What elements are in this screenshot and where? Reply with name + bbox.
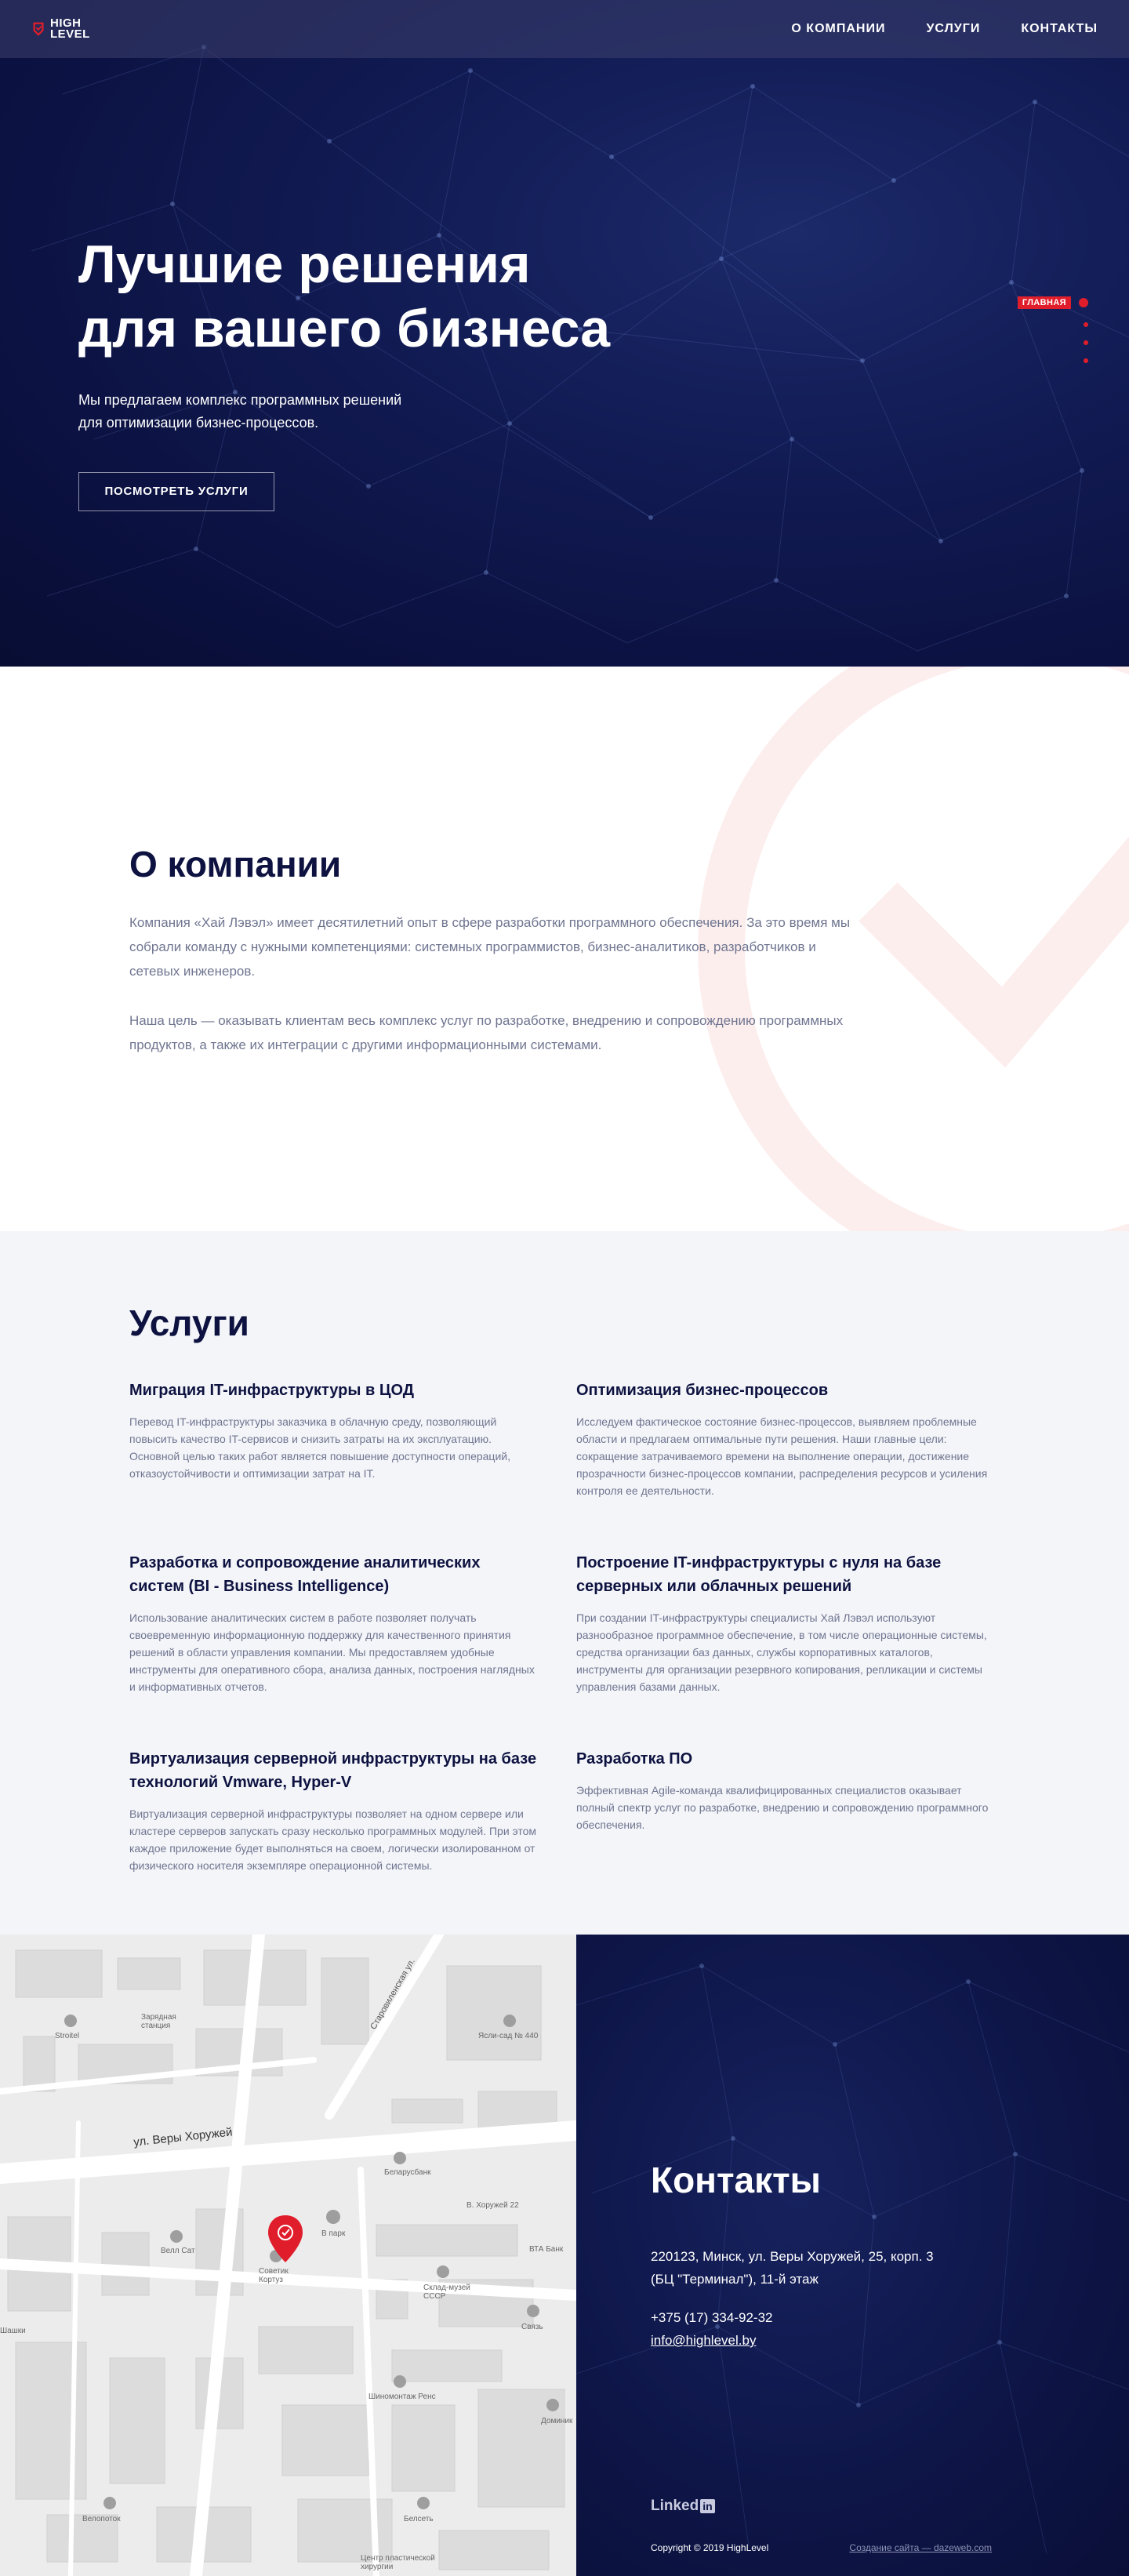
service-title: Миграция IT-инфраструктуры в ЦОД [129,1382,414,1399]
contacts-address [651,2245,934,2291]
map-poi-label: ВТА Банк [529,2245,564,2254]
about-section [0,667,1129,1231]
about-title: О компании [129,844,342,885]
linkedin-text: Linked [651,2498,699,2514]
service-item [129,1551,537,1695]
map-street2-label: Старовиленская ул. [368,1957,417,2032]
slider-dot-1[interactable] [1079,298,1088,307]
address-line2: (БЦ "Терминал"), 11-й этаж [651,2272,819,2287]
service-item [129,1747,537,1874]
map-poi-label: Stroitel [55,2032,80,2040]
made-by-link[interactable]: Создание сайта — dazeweb.com [849,2542,992,2553]
slider-dot-3[interactable] [1084,340,1088,345]
map[interactable] [0,1935,576,2576]
map-poi-label: Шашки [0,2327,26,2335]
service-item [576,1551,1000,1695]
service-text: Виртуализация серверной инфраструктуры позволяет на одном сервере или кластере серверов запускать сразу несколько программных модулей. При этом каждое приложение будет выполняться на своем, логически изолированном от физического носителя экземпляре операционной системы. [129,1808,537,1872]
service-item [129,1379,537,1499]
contacts-title: Контакты [651,2160,821,2200]
service-text: Исследуем фактическое состояние бизнес-процессов, выявляем проблемные области и предлагаем оптимальные пути решения. Наши главные цели: сокращение затрачиваемого времени на выполнение операции, достижение прозрачности бизнес-процессов компании, распределения ресурсов и усиления контроля ее деятельности. [576,1415,988,1497]
linkedin-in: in [700,2499,714,2513]
service-text: Эффективная Agile-команда квалифицированных специалистов оказывает полный спектр услуг по разработке, внедрению и сопровождению программного обеспечения. [576,1784,989,1831]
logo-icon [31,22,45,36]
contacts-email-link[interactable]: info@highlevel.by [651,2333,757,2348]
services-title: Услуги [129,1303,249,1343]
nav-item-services[interactable]: УСЛУГИ [926,22,981,35]
services-grid [129,1379,1129,1874]
map-poi-label: Связь [521,2323,543,2331]
slider-nav [1018,296,1088,363]
service-item [576,1747,1000,1874]
map-poi-label: В. Хоружей 22 [466,2201,519,2210]
map-poi-label: Велопоток [82,2515,121,2523]
contacts-section [0,1935,1129,2576]
slider-dot-2[interactable] [1084,322,1088,327]
nav-item-about[interactable]: О КОМПАНИИ [791,22,886,35]
map-poi-label: Велл Сат [161,2247,195,2255]
contacts-phone[interactable]: +375 (17) 334-92-32 [651,2310,773,2325]
slide-label: ГЛАВНАЯ [1018,296,1071,309]
map-poi-label: Белсеть [404,2515,434,2523]
map-poi-label: Советик Кортуз [259,2267,289,2284]
map-poi-label: В парк [321,2229,346,2238]
hero-subtitle [78,389,610,434]
map-poi-label: Склад-музей СССР [423,2284,470,2301]
service-item [576,1379,1000,1499]
about-paragraph-2: Наша цель — оказывать клиентам весь комплекс услуг по разработке, внедрению и сопровождению программных продуктов, а также их интеграции с другими информационными системами. [129,1013,844,1052]
map-poi-label: Ясли-сад № 440 [478,2032,539,2040]
site-header [0,0,1129,58]
service-title: Оптимизация бизнес-процессов [576,1382,829,1399]
hero-content [78,232,610,511]
main-nav [791,22,1098,36]
service-title: Виртуализация серверной инфраструктуры на базе технологий Vmware, Hyper-V [129,1750,537,1791]
services-section [0,1231,1129,1935]
about-paragraph-1: Компания «Хай Лэвэл» имеет десятилетний опыт в сфере разработки программного обеспечения. За это время мы собрали команду с нужными компетенциями: системных программистов, бизнес-аналитиков, разработчиков и сетевых инженеров. [129,915,851,979]
map-poi-label: Беларусбанк [384,2168,431,2177]
service-title: Разработка и сопровождение аналитических систем (BI - Business Intelligence) [129,1554,481,1595]
service-text: При создании IT-инфраструктуры специалисты Хай Лэвэл используют разнообразное программное обеспечение, в том числе операционные системы, средства организации баз данных, службы корпоративных каталогов, инструменты для организации резервного копирования, репликации и системы управления базами данных. [576,1611,987,1693]
slider-row-active [1018,296,1088,309]
hero-subtitle-line1: Мы предлагаем комплекс программных решений [78,392,402,408]
contacts-panel [576,1935,1129,2576]
address-line1: 220123, Минск, ул. Веры Хоружей, 25, корп. 3 [651,2249,934,2264]
about-content [129,843,851,1057]
logo-text-top: HIGH [50,16,82,30]
map-poi-label: Шиномонтаж Ренс [368,2393,436,2401]
service-title: Разработка ПО [576,1750,693,1768]
contacts-content [651,2159,934,2352]
hero-title-line1: Лучшие решения [78,234,531,294]
map-street-label: ул. Веры Хоружей [133,2125,234,2149]
logo-text [50,18,90,40]
service-text: Использование аналитических систем в работе позволяет получать своевременную информационную поддержку для качественного принятия решений в области управления компании. Мы предоставляем удобные инструменты для оперативного сбора, анализа данных, построения наглядных и информативных отчетов. [129,1611,535,1693]
map-poi-label: Центр пластической хирургии [361,2554,435,2571]
linkedin-icon[interactable] [651,2498,715,2515]
hero-title [78,232,610,361]
service-title: Построение IT-инфраструктуры с нуля на базе серверных или облачных решений [576,1554,942,1595]
map-poi-label: Доминик [541,2417,573,2425]
hero-subtitle-line2: для оптимизации бизнес-процессов. [78,415,319,431]
service-text: Перевод IT-инфраструктуры заказчика в облачную среду, позволяющий повысить качество IT-сервисов и снизить затраты на их эксплуатацию. Основной целью таких работ является повышение доступности операций, отказоустойчивости и оптимизации затрат на IT. [129,1415,510,1480]
logo-text-bottom: LEVEL [50,27,90,41]
slider-dot-4[interactable] [1084,358,1088,363]
hero-title-line2: для вашего бизнеса [78,299,611,358]
logo[interactable] [31,18,90,40]
view-services-button[interactable]: ПОСМОТРЕТЬ УСЛУГИ [78,472,274,511]
map-poi-label: Зарядная станция [141,2013,176,2030]
nav-item-contacts[interactable]: КОНТАКТЫ [1021,22,1098,35]
map-canvas [0,1935,576,2576]
hero-section [0,0,1129,667]
copyright: Copyright © 2019 HighLevel [651,2542,769,2553]
